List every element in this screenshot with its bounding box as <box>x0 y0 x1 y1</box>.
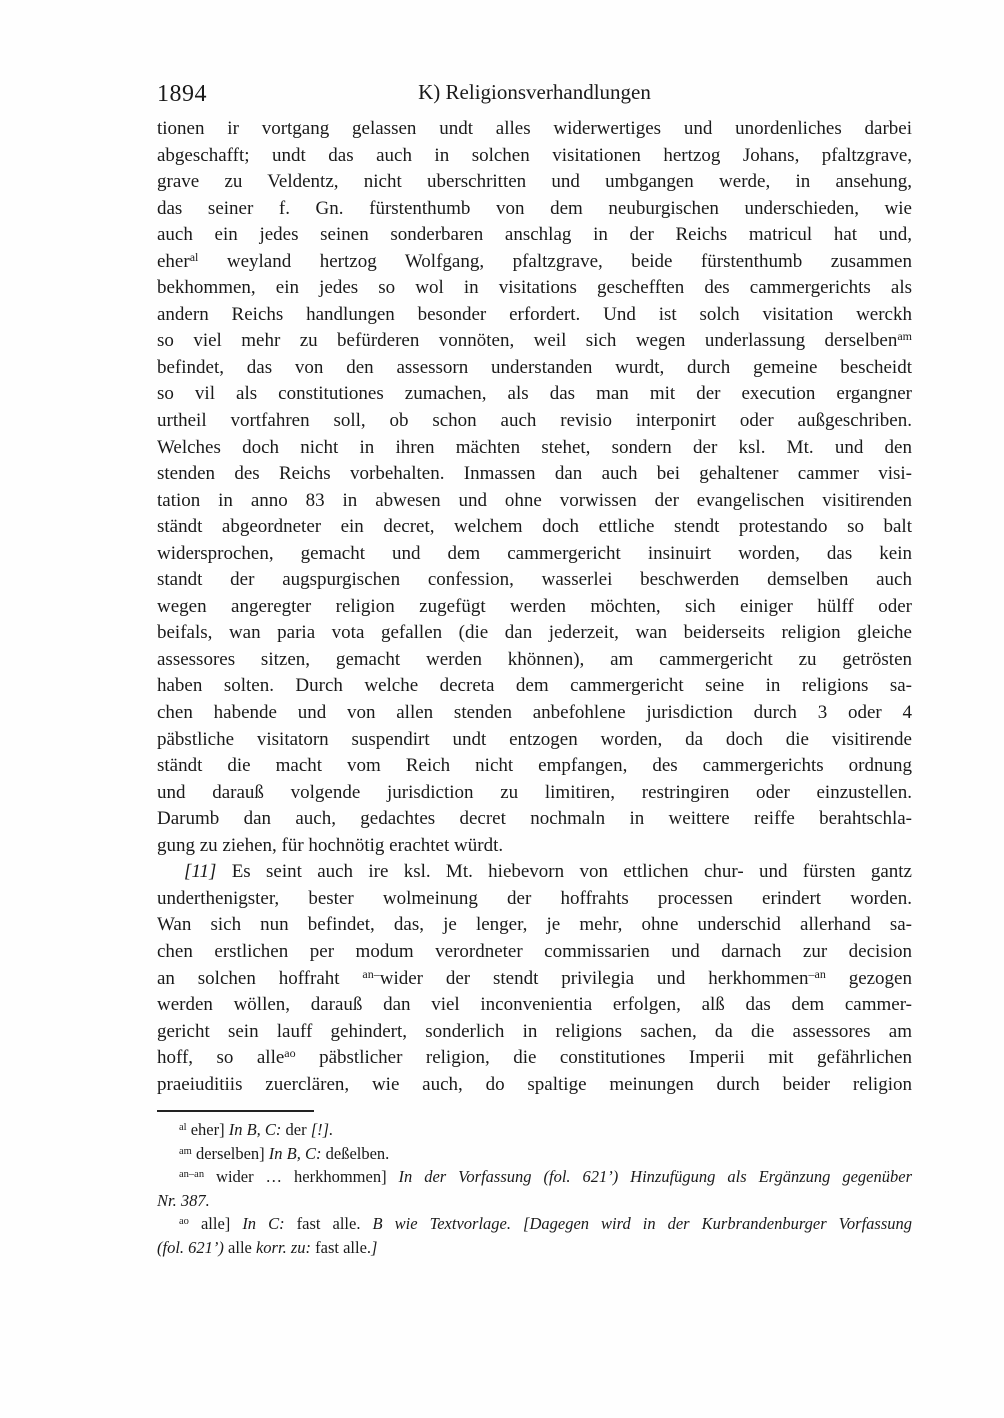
text-line: assessores sitzen, gemacht werden khönnen), am cammergericht zu getrösten <box>157 648 912 670</box>
footnote-marker: am <box>179 1145 192 1157</box>
text-line: andern Reichs handlungen besonder erfordert. Und ist solch visitation werckh <box>157 303 912 325</box>
text-line: päbstliche visitatorn suspendirt undt entzogen worden, da doch die visitirende <box>157 728 912 750</box>
text-line: ständt abgeordneter ein decret, welchem doch ettliche stendt protestando so balt <box>157 516 912 538</box>
footnote-line: $^{am}$ derselben] In B, C: deßelben. <box>179 1143 390 1163</box>
footnote-item <box>157 1142 912 1166</box>
text-line: Darumb dan auch, gedachtes decret nochmaln in weittere reiffe berahtschla- <box>157 808 912 830</box>
text-line: grave zu Veldentz, nicht uberschritten und umbgangen werde, in ansehung, <box>157 171 912 193</box>
text-line: das seiner f. Gn. fürstenthumb von dem neuburgischen underschieden, wie <box>157 197 912 219</box>
footnote-marker: al <box>179 1122 187 1133</box>
running-head: K) Religionsverhandlungen <box>418 80 651 104</box>
footnote-line: Nr. 387. <box>157 1190 210 1210</box>
footnote-marker: ao <box>284 1046 296 1061</box>
text-line: praeiuditiis zuerclären, wie auch, do spaltige meinungen durch beider religion <box>157 1073 912 1095</box>
footnote-item <box>157 1212 912 1259</box>
text-line: wegen angeregter religion zugefügt werden möchten, sich einiger hülff oder <box>157 595 912 617</box>
text-line: abgeschafft; undt das auch in solchen visitationen hertzog Johans, pfaltzgrave, <box>157 144 912 166</box>
text-line: beifals, wan paria vota gefallen (die dan jederzeit, wan beiderseits religion gleiche <box>157 622 912 644</box>
footnote-item <box>157 1118 912 1142</box>
text-line: befindet, das von den assessorn understanden wurdt, durch gemeine bescheidt <box>157 356 912 378</box>
footnote-marker: al <box>189 249 199 264</box>
text-line: an solchen hoffraht $^{an-}$wider der stendt privilegia und herkhommen$^{-an}$ gezogen <box>157 966 912 989</box>
footnote-marker: an– <box>362 966 380 981</box>
footnote-line: $^{an-an}$ wider … herkhommen] In der Vorfassung (fol. 621’) Hinzufügung als Ergänzung gegenüber <box>179 1167 913 1186</box>
body-text <box>157 116 912 1098</box>
text-line: gung zu ziehen, für hochnötig erachtet würdt. <box>157 834 504 856</box>
text-line: Welches doch nicht in ihren mächten stehet, sondern der ksl. Mt. und den <box>157 436 912 458</box>
text-line: [11] Es seint auch ire ksl. Mt. hiebevorn von ettlichen chur- und fürsten gantz <box>184 861 912 883</box>
text-line: underthenigster, bester wolmeinung der hoffrahts processen erindert worden. <box>157 887 912 909</box>
footnote-marker: am <box>897 329 912 344</box>
text-line: hoff, so alle$^{ao}$ päbstlicher religion, die constitutiones Imperii mit gefährlichen <box>157 1046 912 1069</box>
footnotes <box>157 1118 912 1259</box>
footnote-line: (fol. 621’) alle korr. zu: fast alle.] <box>157 1237 378 1257</box>
footnote-marker: an–an <box>179 1169 205 1180</box>
text-line: eher$^{al}$ weyland hertzog Wolfgang, pfaltzgrave, beide fürstenthumb zusammen <box>157 249 912 272</box>
footnote-line: $^{ao}$ alle] In C: fast alle. B wie Textvorlage. [Dagegen wird in der Kurbrandenburger Vorfassung <box>179 1214 913 1233</box>
text-line: so viel mehr zu befürderen vonnöten, weil sich wegen underlassung derselben$^{am}$ <box>157 329 912 352</box>
text-line: chen erstlichen per modum verordneter commissarien und darnach zur decision <box>157 940 912 962</box>
footnote-separator-rule <box>157 1110 314 1112</box>
text-line: stenden des Reichs vorbehalten. Inmassen dan auch bei gehaltener cammer visi- <box>157 463 912 485</box>
text-line: urtheil vortfahren soll, ob schon auch revisio interponirt oder außgeschriben. <box>157 410 912 432</box>
text-line: gericht sein lauff gehindert, sonderlich in religions sachen, da die assessores am <box>157 1020 912 1042</box>
page-header <box>157 80 912 112</box>
text-line: werden wöllen, darauß dan viel inconvenientia erfolgen, alß das dem cammer- <box>157 994 912 1016</box>
text-line: tation in anno 83 in abwesen und ohne vorwissen der evangelischen visitirenden <box>157 489 912 511</box>
paragraph <box>157 859 912 1098</box>
paragraph <box>157 116 912 859</box>
text-line: auch ein jedes seinen sonderbaren anschlag in der Reichs matricul hat und, <box>157 224 912 246</box>
footnote-item <box>157 1165 912 1212</box>
text-line: so vil als constitutiones zumachen, als das man mit der execution ergangner <box>157 383 912 405</box>
footnote-marker: ao <box>179 1216 189 1227</box>
text-line: standt der augspurgischen confession, wasserlei beschwerden demselben auch <box>157 569 912 591</box>
footnote-line: $^{al}$ eher] In B, C: der [!]. <box>179 1120 334 1139</box>
text-line: ständt die macht vom Reich nicht empfangen, des cammergerichts ordnung <box>157 755 912 777</box>
text-line: haben solten. Durch welche decreta dem cammergericht seine in religions sa- <box>157 675 912 697</box>
text-line: und darauß volgende jurisdiction zu limitiren, restringiren oder einzustellen. <box>157 781 912 803</box>
footnote-marker: –an <box>808 966 826 981</box>
text-line: widersprochen, gemacht und dem cammergericht insinuirt worden, das kein <box>157 542 912 564</box>
text-line: Wan sich nun befindet, das, je lenger, je mehr, ohne underschid allerhand sa- <box>157 914 912 936</box>
text-line: tionen ir vortgang gelassen undt alles widerwertiges und unordenliches darbei <box>157 118 912 139</box>
text-line: bekhommen, ein jedes so wol in visitations geschefften des cammergerichts als <box>157 277 912 299</box>
page-number: 1894 <box>157 81 207 107</box>
text-line: chen habende und von allen stenden anbefohlene jurisdiction durch 3 oder 4 <box>157 702 912 724</box>
